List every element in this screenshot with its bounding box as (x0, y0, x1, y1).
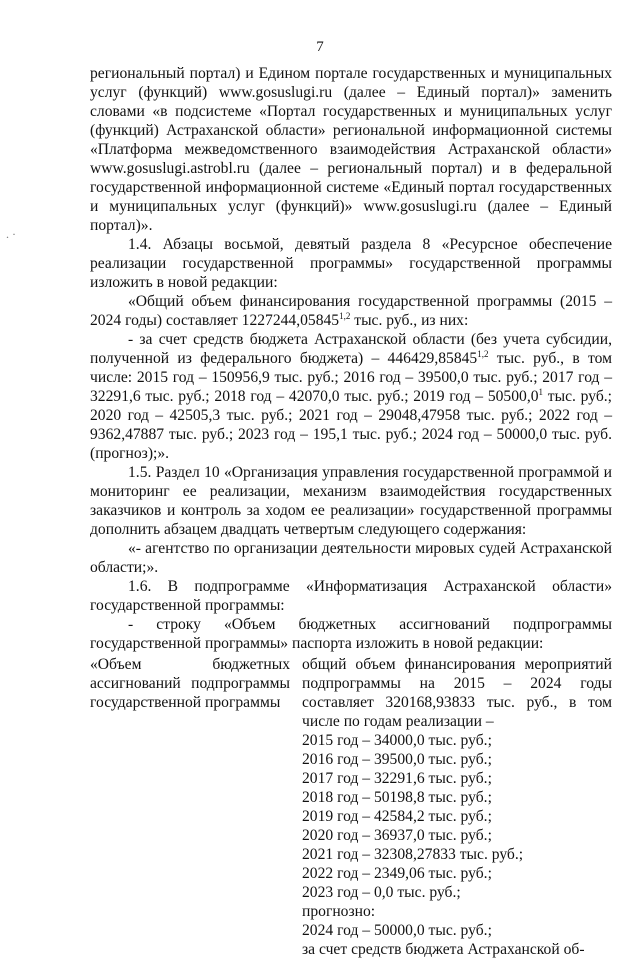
year-line: 2019 год – 42584,2 тыс. руб.; (302, 808, 492, 825)
paragraph-1-5: 1.5. Раздел 10 «Организация управления государственной программой и мониторинг ее реализации, механизм взаимодействия государственных заказчиков и контроль за ходом ее реализации» государственной программы дополнить абзацем двадцать четвертым следующего содержания: (90, 464, 612, 538)
passport-row-label: «Объем бюджетных ассигнований подпрограммы государственной программы (90, 656, 290, 711)
margin-marks: . · (6, 227, 16, 241)
paragraph-1-6: 1.6. В подпрограмме «Информатизация Астраханской области» государственной программы: (90, 578, 612, 614)
forecast-year-line: 2024 год – 50000,0 тыс. руб.; (302, 922, 492, 939)
year-line: 2017 год – 32291,6 тыс. руб.; (302, 770, 492, 787)
year-line: 2016 год – 39500,0 тыс. руб.; (302, 751, 492, 768)
passport-row-value (302, 655, 612, 959)
year-line: 2020 год – 36937,0 тыс. руб.; (302, 827, 492, 844)
document-body (90, 64, 612, 959)
year-line: 2021 год – 32308,27833 тыс. руб.; (302, 846, 524, 863)
total-funding-text: «Общий объем финансирования государственной программы (2015 – 2024 годы) составляет 1227244,05845 (90, 293, 612, 329)
forecast-label: прогнозно: (302, 903, 376, 920)
footnote-mark: 1,2 (339, 311, 351, 321)
year-line: 2018 год – 50198,8 тыс. руб.; (302, 789, 492, 806)
regional-budget-text: - за счет средств бюджета Астраханской области (без учета субсидии, полученной из федерального бюджета) – 446429,85845 (90, 331, 612, 367)
page-number: 7 (316, 39, 324, 55)
passport-table-row (90, 655, 612, 959)
paragraph-regional-budget (90, 330, 612, 463)
funding-intro: общий объем финансирования мероприятий подпрограммы на 2015 – 2024 годы составляет 320168,93833 тыс. руб., в том числе по годам реализации – (302, 656, 612, 730)
paragraph-total-funding (90, 292, 612, 330)
year-line: 2022 год – 2349,06 тыс. руб.; (302, 865, 492, 882)
paragraph-portal-replacement: региональный портал) и Едином портале государственных и муниципальных услуг (функций) www.gosuslugi.ru (далее – Единый портал)» заменить словами «в подсистеме «Портал государственных и муниципальных услуг (функций) Астраханской области» региональной информационной системы «Платформа межведомственного взаимодействия Астраханской области» www.gosuslugi.astrobl.ru (далее – региональный портал) и в федеральной государственной информационной системе «Единый портал государственных и муниципальных услуг (функций)» www.gosuslugi.ru (далее – Единый портал)». (90, 65, 612, 234)
paragraph-1-4: 1.4. Абзацы восьмой, девятый раздела 8 «Ресурсное обеспечение реализации государственной программы» государственной программы изложить в новой редакции: (90, 236, 612, 291)
total-funding-unit: тыс. руб., из них: (350, 312, 469, 329)
footnote-mark: 1,2 (477, 349, 489, 359)
paragraph-agency: «- агентство по организации деятельности мировых судей Астраханской области;». (90, 540, 612, 576)
year-line: 2015 год – 34000,0 тыс. руб.; (302, 732, 492, 749)
footnote-mark: 1 (538, 387, 544, 397)
paragraph-passport-row: - строку «Объем бюджетных ассигнований подпрограммы государственной программы» паспорта изложить в новой редакции: (90, 616, 612, 652)
regional-budget-tail: за счет средств бюджета Астраханской об- (302, 941, 585, 958)
regional-budget-years: тыс. руб., в том числе: 2015 год – 150956,9 тыс. руб.; 2016 год – 39500,0 тыс. руб.; 2017 год – 32291,6 тыс. руб.; 2018 год – 42070,0 тыс. руб.; 2019 год – 50500,0 (90, 350, 612, 405)
year-line: 2023 год – 0,0 тыс. руб.; (302, 884, 461, 901)
regional-budget-years-tail: тыс. руб.; 2020 год – 42505,3 тыс. руб.; 2021 год – 29048,47958 тыс. руб.; 2022 год – 9362,47887 тыс. руб.; 2023 год – 195,1 тыс. руб.; 2024 год – 50000,0 тыс. руб. (прогноз);». (90, 388, 612, 462)
